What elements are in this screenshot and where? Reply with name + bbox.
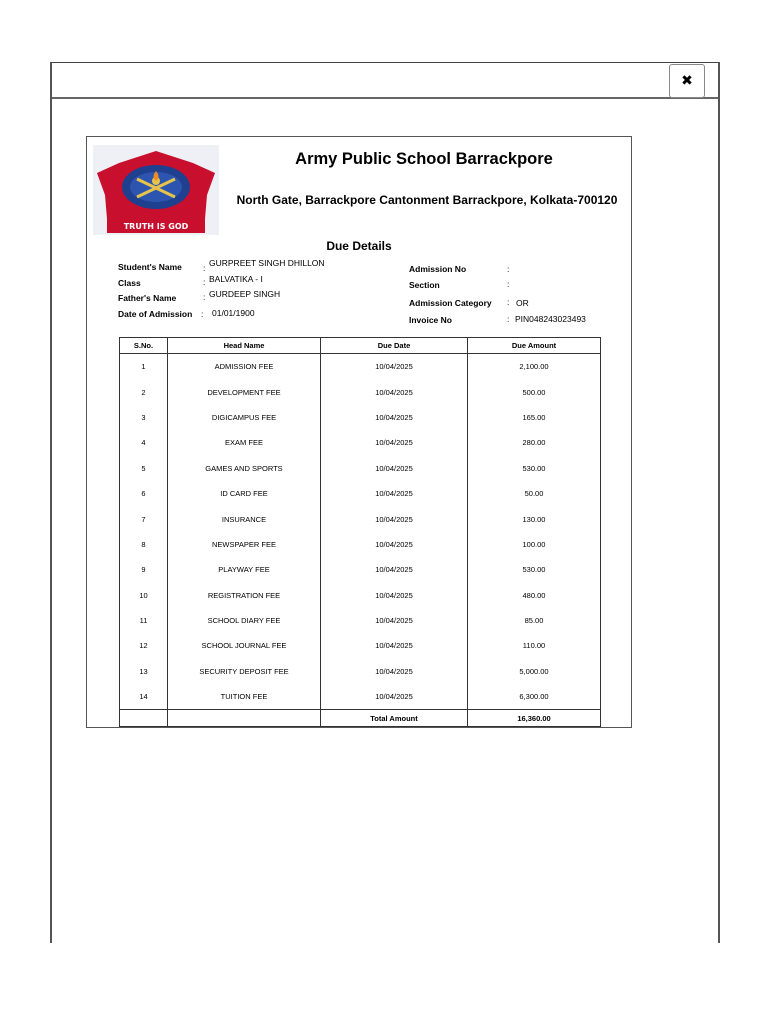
cell-due-amount: 85.00 bbox=[468, 608, 601, 633]
table-row bbox=[120, 608, 601, 633]
cell-due-date: 10/04/2025 bbox=[321, 684, 468, 710]
cell-due-date: 10/04/2025 bbox=[321, 379, 468, 404]
table-row bbox=[120, 430, 601, 455]
cell-due-date: 10/04/2025 bbox=[321, 354, 468, 380]
cell-head-name: INSURANCE bbox=[168, 506, 321, 531]
total-amount-value: 16,360.00 bbox=[468, 710, 601, 727]
table-row bbox=[120, 379, 601, 404]
school-name: Army Public School Barrackpore bbox=[295, 150, 553, 168]
cell-head-name: SCHOOL DIARY FEE bbox=[168, 608, 321, 633]
cell-due-amount: 500.00 bbox=[468, 379, 601, 404]
cell-head-name: EXAM FEE bbox=[168, 430, 321, 455]
column-header-sno: S.No. bbox=[120, 338, 168, 354]
table-row bbox=[120, 354, 601, 380]
cell-sno: 5 bbox=[120, 456, 168, 481]
school-logo bbox=[93, 145, 219, 235]
colon: : bbox=[203, 263, 206, 273]
cell-due-date: 10/04/2025 bbox=[321, 659, 468, 684]
admission-no-label: Admission No bbox=[409, 264, 467, 274]
cell-due-date: 10/04/2025 bbox=[321, 557, 468, 582]
colon: : bbox=[507, 314, 510, 324]
document-title: Due Details bbox=[326, 239, 392, 253]
admission-date-value: 01/01/1900 bbox=[212, 308, 255, 318]
cell-due-date: 10/04/2025 bbox=[321, 456, 468, 481]
table-header-row bbox=[120, 338, 601, 354]
cell-head-name: TUITION FEE bbox=[168, 684, 321, 710]
cell-head-name: REGISTRATION FEE bbox=[168, 583, 321, 608]
cell-due-date: 10/04/2025 bbox=[321, 506, 468, 531]
table-row bbox=[120, 506, 601, 531]
father-name-value: GURDEEP SINGH bbox=[209, 289, 281, 299]
cell-sno: 3 bbox=[120, 405, 168, 430]
cell-sno: 1 bbox=[120, 354, 168, 380]
admission-date-label: Date of Admission bbox=[118, 309, 193, 319]
cell-sno: 13 bbox=[120, 659, 168, 684]
cell-due-date: 10/04/2025 bbox=[321, 532, 468, 557]
modal-header bbox=[52, 63, 718, 99]
cell-head-name: DIGICAMPUS FEE bbox=[168, 405, 321, 430]
cell-due-amount: 480.00 bbox=[468, 583, 601, 608]
close-button[interactable] bbox=[669, 64, 705, 98]
logo-motto: TRUTH IS GOD bbox=[123, 222, 189, 231]
cell-sno: 12 bbox=[120, 633, 168, 658]
table-row bbox=[120, 405, 601, 430]
admission-category-value: OR bbox=[516, 298, 529, 308]
close-icon: ✖ bbox=[681, 73, 693, 89]
cell-due-amount: 530.00 bbox=[468, 557, 601, 582]
class-value: BALVATIKA - I bbox=[209, 274, 263, 284]
cell-head-name: SECURITY DEPOSIT FEE bbox=[168, 659, 321, 684]
invoice-no-label: Invoice No bbox=[409, 315, 452, 325]
invoice-no-value: PIN048243023493 bbox=[515, 314, 586, 324]
total-spacer bbox=[120, 710, 168, 727]
cell-due-amount: 6,300.00 bbox=[468, 684, 601, 710]
total-row bbox=[120, 710, 601, 727]
cell-sno: 11 bbox=[120, 608, 168, 633]
student-name-value: GURPREET SINGH DHILLON bbox=[209, 258, 325, 268]
colon: : bbox=[507, 264, 510, 274]
cell-due-amount: 50.00 bbox=[468, 481, 601, 506]
colon: : bbox=[203, 292, 206, 302]
cell-sno: 7 bbox=[120, 506, 168, 531]
cell-due-date: 10/04/2025 bbox=[321, 608, 468, 633]
colon: : bbox=[507, 279, 510, 289]
cell-sno: 14 bbox=[120, 684, 168, 710]
section-label: Section bbox=[409, 280, 440, 290]
cell-head-name: GAMES AND SPORTS bbox=[168, 456, 321, 481]
due-details-document bbox=[86, 136, 632, 728]
table-row bbox=[120, 456, 601, 481]
cell-due-amount: 530.00 bbox=[468, 456, 601, 481]
cell-sno: 4 bbox=[120, 430, 168, 455]
cell-head-name: DEVELOPMENT FEE bbox=[168, 379, 321, 404]
cell-due-date: 10/04/2025 bbox=[321, 583, 468, 608]
cell-sno: 10 bbox=[120, 583, 168, 608]
cell-due-date: 10/04/2025 bbox=[321, 405, 468, 430]
cell-due-date: 10/04/2025 bbox=[321, 481, 468, 506]
cell-head-name: ID CARD FEE bbox=[168, 481, 321, 506]
cell-sno: 6 bbox=[120, 481, 168, 506]
cell-head-name: SCHOOL JOURNAL FEE bbox=[168, 633, 321, 658]
table-row bbox=[120, 583, 601, 608]
due-details-table bbox=[119, 337, 601, 727]
table-row bbox=[120, 684, 601, 710]
colon: : bbox=[203, 277, 206, 287]
cell-due-date: 10/04/2025 bbox=[321, 430, 468, 455]
column-header-due-date: Due Date bbox=[321, 338, 468, 354]
cell-head-name: ADMISSION FEE bbox=[168, 354, 321, 380]
cell-due-amount: 5,000.00 bbox=[468, 659, 601, 684]
cell-sno: 9 bbox=[120, 557, 168, 582]
table-body bbox=[120, 354, 601, 727]
cell-due-amount: 100.00 bbox=[468, 532, 601, 557]
colon: : bbox=[507, 297, 510, 307]
class-label: Class bbox=[118, 278, 141, 288]
cell-due-date: 10/04/2025 bbox=[321, 633, 468, 658]
cell-due-amount: 2,100.00 bbox=[468, 354, 601, 380]
cell-head-name: PLAYWAY FEE bbox=[168, 557, 321, 582]
column-header-due-amount: Due Amount bbox=[468, 338, 601, 354]
table-row bbox=[120, 557, 601, 582]
cell-due-amount: 280.00 bbox=[468, 430, 601, 455]
cell-sno: 8 bbox=[120, 532, 168, 557]
cell-head-name: NEWSPAPER FEE bbox=[168, 532, 321, 557]
column-header-head-name: Head Name bbox=[168, 338, 321, 354]
school-address: North Gate, Barrackpore Cantonment Barrackpore, Kolkata-700120 bbox=[236, 193, 618, 207]
cell-due-amount: 130.00 bbox=[468, 506, 601, 531]
table-row bbox=[120, 532, 601, 557]
cell-due-amount: 165.00 bbox=[468, 405, 601, 430]
father-name-label: Father's Name bbox=[118, 293, 177, 303]
table-row bbox=[120, 481, 601, 506]
total-amount-label: Total Amount bbox=[321, 710, 468, 727]
colon: : bbox=[201, 309, 204, 319]
total-spacer bbox=[168, 710, 321, 727]
table-row bbox=[120, 659, 601, 684]
cell-sno: 2 bbox=[120, 379, 168, 404]
student-name-label: Student's Name bbox=[118, 262, 182, 272]
cell-due-amount: 110.00 bbox=[468, 633, 601, 658]
admission-category-label: Admission Category bbox=[409, 298, 492, 308]
table-row bbox=[120, 633, 601, 658]
